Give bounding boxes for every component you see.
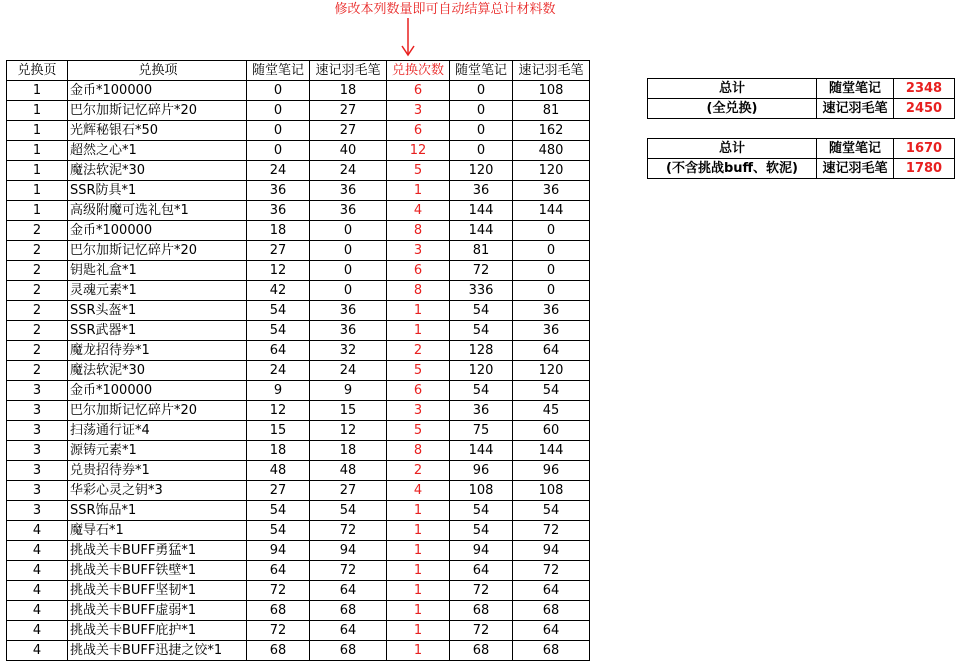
exchange-table-body [7,81,590,661]
cell-quill-total: 36 [513,301,590,321]
cell-exchange-count[interactable]: 1 [387,301,450,321]
cell-quill-cost: 24 [310,161,387,181]
cell-quill-total: 36 [513,321,590,341]
cell-notes-total: 54 [450,521,513,541]
table-row [7,561,590,581]
cell-quill-cost: 68 [310,641,387,661]
table-row [7,601,590,621]
cell-quill-total: 64 [513,581,590,601]
summary-item-value: 2450 [894,99,955,119]
cell-quill-cost: 68 [310,601,387,621]
summary-item-value: 1780 [894,159,955,179]
cell-item: 灵魂元素*1 [68,281,247,301]
cell-item: 兑贵招待券*1 [68,461,247,481]
table-row [7,381,590,401]
cell-page: 2 [7,301,68,321]
exchange-table [6,60,590,661]
cell-quill-total: 120 [513,161,590,181]
table-row [7,161,590,181]
cell-notes-cost: 54 [247,521,310,541]
cell-notes-cost: 24 [247,161,310,181]
cell-notes-cost: 12 [247,401,310,421]
cell-notes-total: 108 [450,481,513,501]
cell-quill-total: 36 [513,181,590,201]
cell-notes-total: 81 [450,241,513,261]
cell-page: 2 [7,321,68,341]
cell-exchange-count[interactable]: 12 [387,141,450,161]
cell-notes-cost: 42 [247,281,310,301]
cell-exchange-count[interactable]: 3 [387,241,450,261]
cell-notes-total: 68 [450,601,513,621]
cell-exchange-count[interactable]: 3 [387,401,450,421]
cell-page: 3 [7,421,68,441]
summary-label-line1: 总计 [648,79,817,99]
cell-quill-cost: 18 [310,81,387,101]
cell-notes-cost: 36 [247,201,310,221]
cell-quill-total: 96 [513,461,590,481]
cell-page: 4 [7,621,68,641]
cell-notes-cost: 15 [247,421,310,441]
table-row [7,141,590,161]
table-row [7,121,590,141]
cell-quill-cost: 64 [310,581,387,601]
table-row [7,341,590,361]
cell-page: 2 [7,241,68,261]
header-quill-total: 速记羽毛笔 [513,61,590,81]
cell-item: 金币*100000 [68,381,247,401]
cell-quill-cost: 36 [310,181,387,201]
cell-item: 钥匙礼盒*1 [68,261,247,281]
cell-quill-total: 0 [513,221,590,241]
summary-item-name: 随堂笔记 [817,79,894,99]
cell-exchange-count[interactable]: 2 [387,461,450,481]
cell-item: 源铸元素*1 [68,441,247,461]
header-exchange-count: 兑换次数 [387,61,450,81]
summary-item-value: 2348 [894,79,955,99]
cell-quill-total: 144 [513,201,590,221]
cell-page: 3 [7,441,68,461]
cell-quill-cost: 18 [310,441,387,461]
cell-quill-cost: 36 [310,321,387,341]
cell-quill-cost: 27 [310,481,387,501]
cell-notes-cost: 18 [247,221,310,241]
cell-page: 1 [7,161,68,181]
summary-item-value: 1670 [894,139,955,159]
table-row [7,81,590,101]
cell-item: 挑战关卡BUFF坚韧*1 [68,581,247,601]
cell-notes-cost: 64 [247,561,310,581]
cell-quill-total: 144 [513,441,590,461]
cell-notes-total: 0 [450,121,513,141]
instruction-note: 修改本列数量即可自动结算总计材料数 [334,2,556,17]
cell-item: 挑战关卡BUFF虚弱*1 [68,601,247,621]
cell-page: 2 [7,341,68,361]
cell-quill-total: 68 [513,641,590,661]
cell-page: 1 [7,181,68,201]
cell-notes-cost: 72 [247,621,310,641]
cell-exchange-count[interactable]: 1 [387,521,450,541]
cell-quill-cost: 0 [310,261,387,281]
summary-item-name: 速记羽毛笔 [817,99,894,119]
cell-quill-cost: 15 [310,401,387,421]
cell-quill-total: 72 [513,521,590,541]
table-row [7,581,590,601]
cell-quill-total: 64 [513,341,590,361]
cell-exchange-count[interactable]: 5 [387,421,450,441]
cell-item: 金币*100000 [68,81,247,101]
cell-notes-total: 144 [450,221,513,241]
header-row [7,61,590,81]
table-row [7,481,590,501]
cell-notes-cost: 27 [247,481,310,501]
cell-page: 4 [7,541,68,561]
cell-notes-cost: 12 [247,261,310,281]
cell-notes-total: 54 [450,381,513,401]
cell-notes-total: 144 [450,201,513,221]
cell-item: 超然之心*1 [68,141,247,161]
cell-exchange-count[interactable]: 1 [387,181,450,201]
cell-exchange-count[interactable]: 3 [387,101,450,121]
table-row [7,521,590,541]
table-row [7,641,590,661]
table-row [7,461,590,481]
cell-exchange-count[interactable]: 1 [387,621,450,641]
cell-notes-cost: 68 [247,601,310,621]
cell-notes-total: 96 [450,461,513,481]
header-item: 兑换项 [68,61,247,81]
cell-page: 3 [7,461,68,481]
cell-item: 扫荡通行证*4 [68,421,247,441]
cell-exchange-count[interactable]: 8 [387,441,450,461]
cell-quill-total: 480 [513,141,590,161]
cell-page: 1 [7,81,68,101]
cell-notes-total: 72 [450,581,513,601]
cell-exchange-count[interactable]: 1 [387,601,450,621]
cell-exchange-count[interactable]: 1 [387,541,450,561]
cell-quill-total: 0 [513,261,590,281]
cell-quill-total: 0 [513,281,590,301]
cell-item: SSR头盔*1 [68,301,247,321]
cell-notes-cost: 24 [247,361,310,381]
table-row [7,421,590,441]
cell-page: 2 [7,361,68,381]
cell-notes-total: 54 [450,301,513,321]
cell-quill-cost: 94 [310,541,387,561]
cell-exchange-count[interactable]: 2 [387,341,450,361]
table-row [7,321,590,341]
table-row [7,241,590,261]
cell-exchange-count[interactable]: 6 [387,261,450,281]
cell-notes-total: 72 [450,621,513,641]
cell-quill-cost: 27 [310,121,387,141]
table-row [7,181,590,201]
cell-item: 华彩心灵之钥*3 [68,481,247,501]
cell-page: 3 [7,401,68,421]
cell-quill-total: 54 [513,501,590,521]
cell-quill-cost: 48 [310,461,387,481]
table-row [7,621,590,641]
cell-exchange-count[interactable]: 1 [387,561,450,581]
cell-item: SSR武器*1 [68,321,247,341]
table-row [7,281,590,301]
cell-notes-total: 72 [450,261,513,281]
cell-quill-cost: 64 [310,621,387,641]
cell-notes-cost: 0 [247,121,310,141]
summary-total-excluding [647,138,955,179]
cell-exchange-count[interactable]: 8 [387,281,450,301]
cell-notes-total: 94 [450,541,513,561]
cell-item: 魔龙招待券*1 [68,341,247,361]
cell-item: 挑战关卡BUFF庇护*1 [68,621,247,641]
cell-notes-total: 36 [450,401,513,421]
cell-page: 4 [7,601,68,621]
cell-notes-total: 0 [450,81,513,101]
cell-notes-total: 75 [450,421,513,441]
cell-item: 魔法软泥*30 [68,361,247,381]
cell-notes-total: 0 [450,101,513,121]
cell-page: 2 [7,221,68,241]
table-row [7,401,590,421]
cell-page: 4 [7,581,68,601]
table-row [7,221,590,241]
summary-total-all [647,78,955,119]
cell-item: 魔法软泥*30 [68,161,247,181]
cell-notes-cost: 0 [247,101,310,121]
table-row [7,541,590,561]
cell-quill-cost: 54 [310,501,387,521]
cell-item: 魔导石*1 [68,521,247,541]
cell-quill-total: 72 [513,561,590,581]
cell-quill-total: 64 [513,621,590,641]
cell-item: SSR防具*1 [68,181,247,201]
cell-notes-total: 54 [450,321,513,341]
cell-page: 3 [7,481,68,501]
cell-exchange-count[interactable]: 5 [387,161,450,181]
cell-exchange-count[interactable]: 6 [387,381,450,401]
cell-quill-cost: 27 [310,101,387,121]
table-row [7,201,590,221]
cell-exchange-count[interactable]: 1 [387,641,450,661]
summary-item-name: 随堂笔记 [817,139,894,159]
cell-quill-total: 54 [513,381,590,401]
cell-quill-total: 45 [513,401,590,421]
cell-quill-total: 94 [513,541,590,561]
cell-quill-cost: 32 [310,341,387,361]
cell-item: 巴尔加斯记忆碎片*20 [68,101,247,121]
cell-item: 巴尔加斯记忆碎片*20 [68,401,247,421]
cell-item: 挑战关卡BUFF迅捷之饺*1 [68,641,247,661]
cell-item: 挑战关卡BUFF勇猛*1 [68,541,247,561]
cell-quill-total: 60 [513,421,590,441]
cell-page: 4 [7,521,68,541]
cell-exchange-count[interactable]: 6 [387,81,450,101]
cell-quill-total: 120 [513,361,590,381]
cell-quill-cost: 72 [310,521,387,541]
cell-quill-cost: 0 [310,241,387,261]
cell-notes-total: 36 [450,181,513,201]
cell-exchange-count[interactable]: 4 [387,201,450,221]
cell-notes-total: 54 [450,501,513,521]
cell-notes-cost: 54 [247,301,310,321]
cell-notes-cost: 72 [247,581,310,601]
cell-notes-total: 0 [450,141,513,161]
table-row [7,361,590,381]
cell-quill-cost: 9 [310,381,387,401]
cell-exchange-count[interactable]: 1 [387,501,450,521]
cell-quill-total: 0 [513,241,590,261]
cell-notes-total: 120 [450,361,513,381]
cell-item: SSR饰品*1 [68,501,247,521]
cell-page: 1 [7,141,68,161]
header-quill-cost: 速记羽毛笔 [310,61,387,81]
cell-notes-cost: 36 [247,181,310,201]
cell-notes-cost: 27 [247,241,310,261]
cell-page: 3 [7,501,68,521]
table-row [7,101,590,121]
cell-notes-cost: 94 [247,541,310,561]
cell-notes-total: 120 [450,161,513,181]
cell-quill-cost: 72 [310,561,387,581]
cell-quill-total: 108 [513,481,590,501]
cell-quill-cost: 36 [310,201,387,221]
cell-notes-cost: 54 [247,321,310,341]
header-page: 兑换页 [7,61,68,81]
cell-quill-cost: 12 [310,421,387,441]
cell-item: 高级附魔可选礼包*1 [68,201,247,221]
cell-item: 挑战关卡BUFF铁壁*1 [68,561,247,581]
cell-notes-cost: 68 [247,641,310,661]
table-row [7,441,590,461]
summary-label-line2: (全兑换) [648,99,817,119]
cell-page: 4 [7,561,68,581]
cell-quill-cost: 0 [310,221,387,241]
cell-notes-total: 144 [450,441,513,461]
cell-exchange-count[interactable]: 4 [387,481,450,501]
cell-exchange-count[interactable]: 8 [387,221,450,241]
cell-notes-cost: 54 [247,501,310,521]
cell-quill-total: 68 [513,601,590,621]
cell-notes-cost: 0 [247,81,310,101]
table-row [7,301,590,321]
cell-item: 巴尔加斯记忆碎片*20 [68,241,247,261]
cell-notes-cost: 0 [247,141,310,161]
cell-notes-total: 64 [450,561,513,581]
table-row [7,261,590,281]
cell-quill-total: 108 [513,81,590,101]
cell-notes-total: 68 [450,641,513,661]
cell-notes-cost: 64 [247,341,310,361]
cell-page: 1 [7,201,68,221]
cell-notes-total: 128 [450,341,513,361]
cell-exchange-count[interactable]: 1 [387,321,450,341]
cell-page: 2 [7,261,68,281]
cell-page: 1 [7,121,68,141]
cell-exchange-count[interactable]: 5 [387,361,450,381]
cell-notes-cost: 9 [247,381,310,401]
cell-page: 2 [7,281,68,301]
cell-item: 金币*100000 [68,221,247,241]
cell-page: 3 [7,381,68,401]
header-notes-cost: 随堂笔记 [247,61,310,81]
summary-item-name: 速记羽毛笔 [817,159,894,179]
cell-quill-total: 162 [513,121,590,141]
cell-notes-total: 336 [450,281,513,301]
cell-notes-cost: 18 [247,441,310,461]
summary-label-line1: 总计 [648,139,817,159]
cell-page: 4 [7,641,68,661]
summary-label-line2: (不含挑战buff、软泥) [648,159,817,179]
cell-exchange-count[interactable]: 1 [387,581,450,601]
cell-exchange-count[interactable]: 6 [387,121,450,141]
arrow-down-icon [400,18,416,58]
cell-quill-cost: 24 [310,361,387,381]
cell-page: 1 [7,101,68,121]
cell-quill-cost: 36 [310,301,387,321]
cell-notes-cost: 48 [247,461,310,481]
table-row [7,501,590,521]
cell-item: 光辉秘银石*50 [68,121,247,141]
cell-quill-cost: 40 [310,141,387,161]
header-notes-total: 随堂笔记 [450,61,513,81]
cell-quill-cost: 0 [310,281,387,301]
cell-quill-total: 81 [513,101,590,121]
